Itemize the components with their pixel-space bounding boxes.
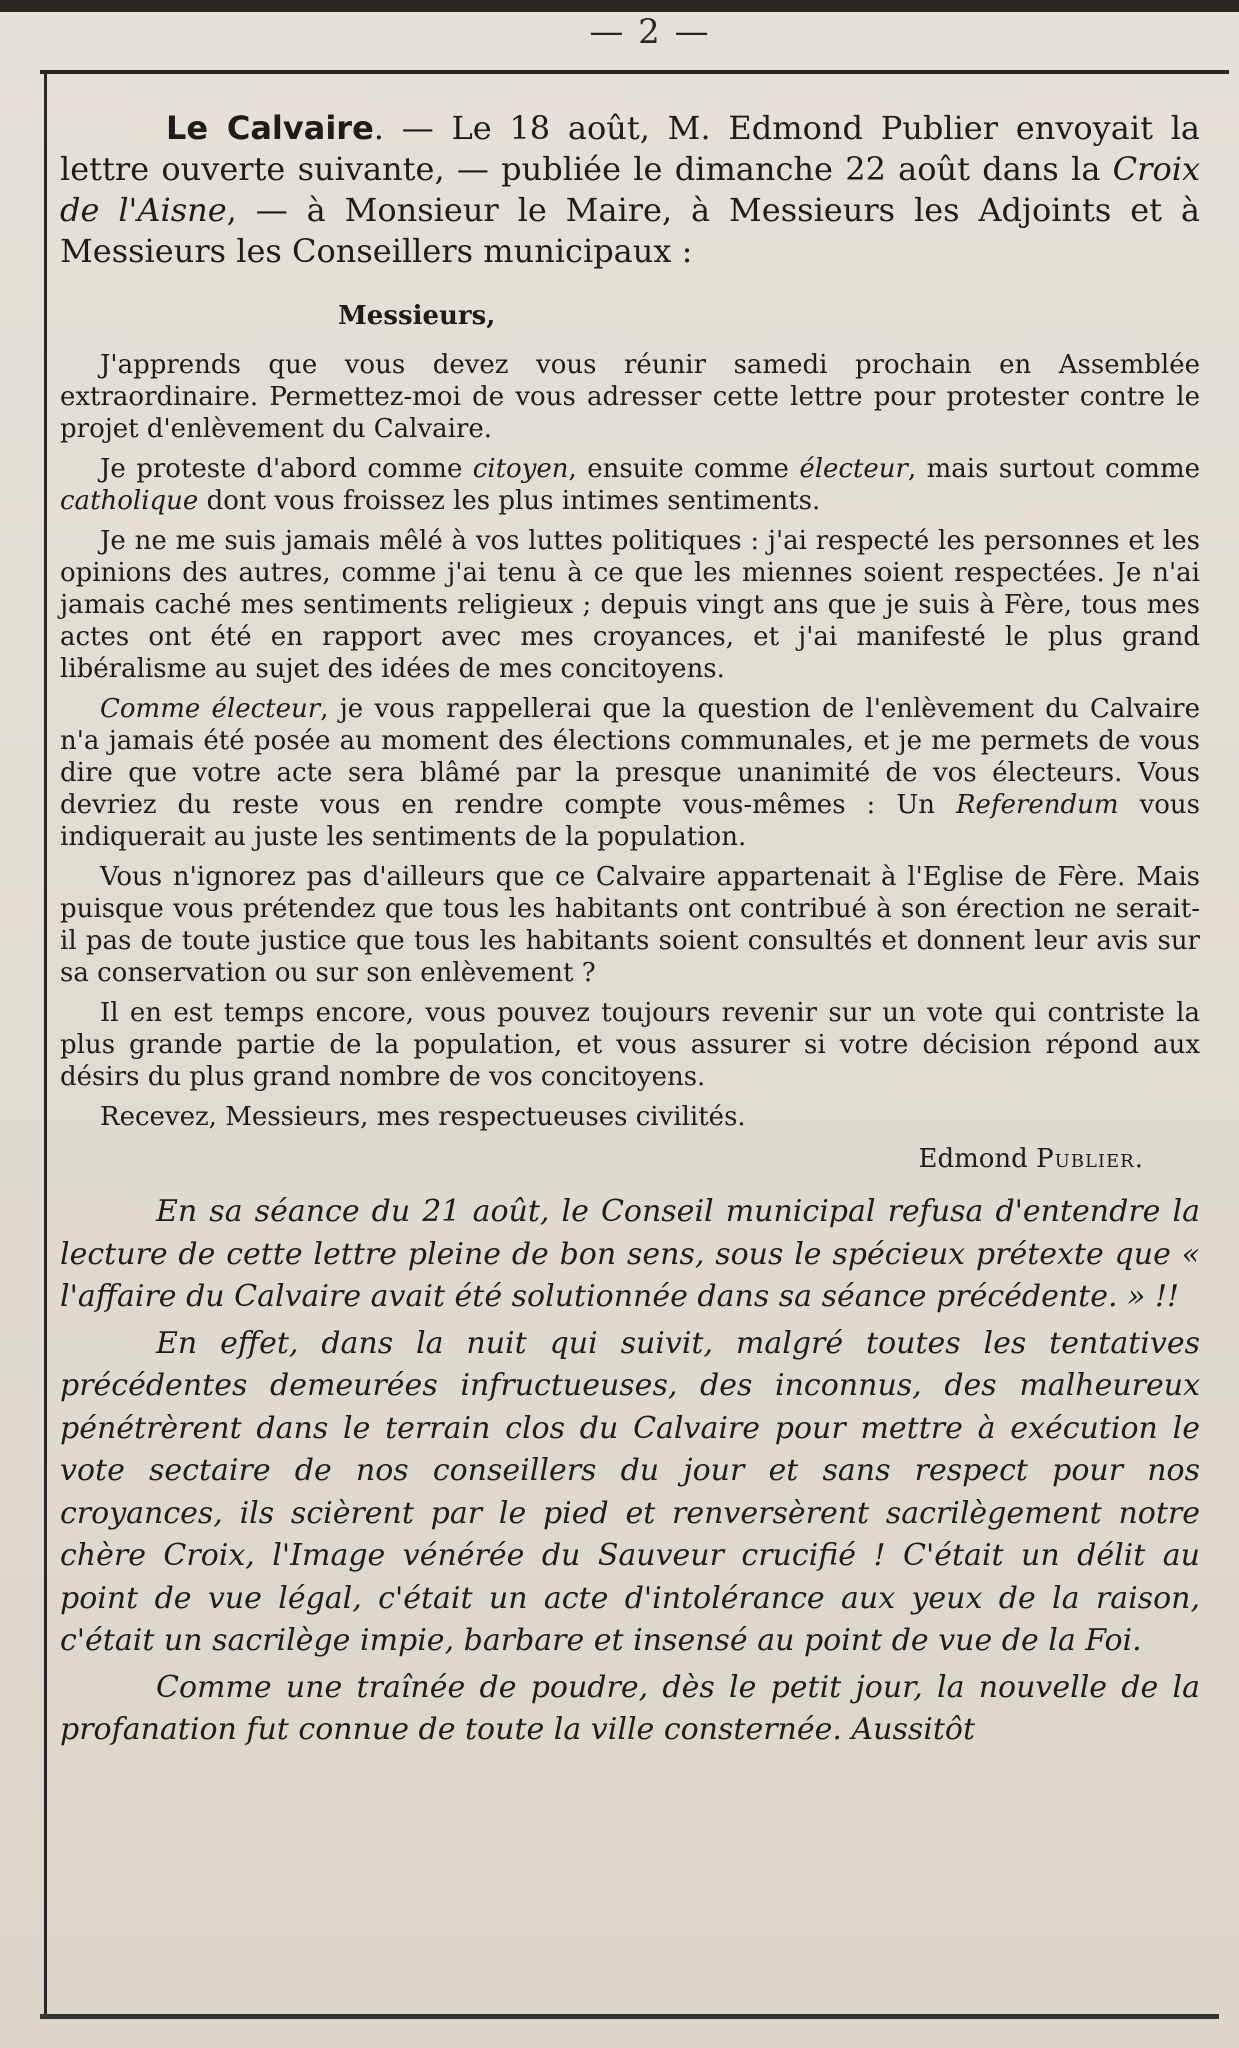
signature-last-name: Publier. <box>1036 1143 1144 1174</box>
letter-paragraph-2 <box>60 453 1200 517</box>
letter-paragraph-4 <box>60 693 1200 853</box>
lp2-c: , mais surtout comme <box>907 453 1200 484</box>
body-paragraph-1: En sa séance du 21 août, le Conseil municipal refusa d'entendre la lecture de cette lettre pleine de bon sens, sous le spécieux prétexte que « l'affaire du Calvaire avait été solutionnée dans sa séance précédente. » !! <box>60 1194 1200 1314</box>
intro-text-a: . — Le 18 août, M. Edmond Publier envoyait la lettre ouverte suivante, — publiée le dimanche 22 août dans la <box>60 109 1200 188</box>
intro-text-b: , — à Monsieur le Maire, à Messieurs les Adjoints et à Messieurs les Conseillers municipaux : <box>60 191 1200 270</box>
body-paragraph-2: En effet, dans la nuit qui suivit, malgré toutes les tentatives précédentes demeurées infructueuses, des inconnus, des malheureux pénétrèrent dans le terrain clos du Calvaire pour mettre à exécution le vote sectaire de nos conseillers du jour et sans respect pour nos croyances, ils scièrent par le pied et renversèrent sacrilègement notre chère Croix, l'Image vénérée du Sauveur crucifié ! C'était un délit au point de vue légal, c'était un acte d'intolérance aux yeux de la raison, c'était un sacrilège impie, barbare et insensé au point de vue de la Foi. <box>60 1325 1200 1658</box>
newspaper-page <box>0 12 1239 2048</box>
article-intro <box>60 108 1200 272</box>
left-rule <box>44 72 47 2017</box>
letter-signature <box>60 1143 1144 1176</box>
signature-first-name: Edmond <box>918 1143 1028 1174</box>
letter-paragraph-5: Vous n'ignorez pas d'ailleurs que ce Calvaire appartenait à l'Eglise de Fère. Mais puisque vous prétendez que tous les habitants ont contribué à son érection ne serait-il pas de toute justice que tous les habitants soient consultés et donnent leur avis sur sa conservation ou sur son enlèvement ? <box>60 861 1200 988</box>
emph-comme-electeur: Comme électeur <box>100 693 321 724</box>
top-rule <box>40 70 1229 74</box>
emph-electeur: électeur <box>799 453 908 484</box>
emph-catholique: catholique <box>60 485 199 516</box>
letter-paragraph-1: J'apprends que vous devez vous réunir samedi prochain en Assemblée extraordinaire. Permettez-moi de vous adresser cette lettre pour protester contre le projet d'enlèvement du Calvaire. <box>60 349 1200 444</box>
article-column <box>60 94 1200 1756</box>
lp4-b: , je vous rappellerai que la question de l'enlèvement du Calvaire n'a jamais été posée au moment des élections communales, et je me permets de vous dire que votre acte sera blâmé par la presque unanimité de vos électeurs. Vous devriez du reste vous en rendre compte vous-mêmes : Un <box>60 693 1200 820</box>
letter-closing: Recevez, Messieurs, mes respectueuses civilités. <box>100 1101 746 1132</box>
letter-paragraph-3: Je ne me suis jamais mêlé à vos luttes politiques : j'ai respecté les personnes et les opinions des autres, comme j'ai tenu à ce que les miennes soient respectées. Je n'ai jamais caché mes sentiments religieux ; depuis vingt ans que je suis à Fère, tous mes actes ont été en rapport avec mes croyances, et j'ai manifesté le plus grand libéralisme au sujet des idées de mes concitoyens. <box>60 525 1200 684</box>
letter-paragraph-6: Il en est temps encore, vous pouvez toujours revenir sur un vote qui contriste la plus grande partie de la population, et vous assurer si votre décision répond aux désirs du plus grand nombre de vos concitoyens. <box>60 997 1200 1092</box>
page-number: — 2 — <box>589 12 711 52</box>
letter-salutation: Messieurs, <box>338 301 496 331</box>
lp2-d: dont vous froissez les plus intimes sentiments. <box>198 485 821 516</box>
body-paragraph-3: Comme une traînée de poudre, dès le petit jour, la nouvelle de la profanation fut connue de toute la ville consternée. Aussitôt <box>60 1669 1200 1747</box>
emph-referendum: Referendum <box>955 789 1119 820</box>
emph-citoyen: citoyen <box>472 453 569 484</box>
lp4-c: vous indiquerait au juste les sentiments de la population. <box>60 789 1200 852</box>
article-heading: Le Calvaire <box>166 109 374 147</box>
lp2-a: Je proteste d'abord comme <box>100 453 473 484</box>
bottom-rule <box>40 2014 1219 2019</box>
newspaper-name: Croix de l'Aisne <box>60 150 1200 229</box>
lp2-b: , ensuite comme <box>568 453 800 484</box>
